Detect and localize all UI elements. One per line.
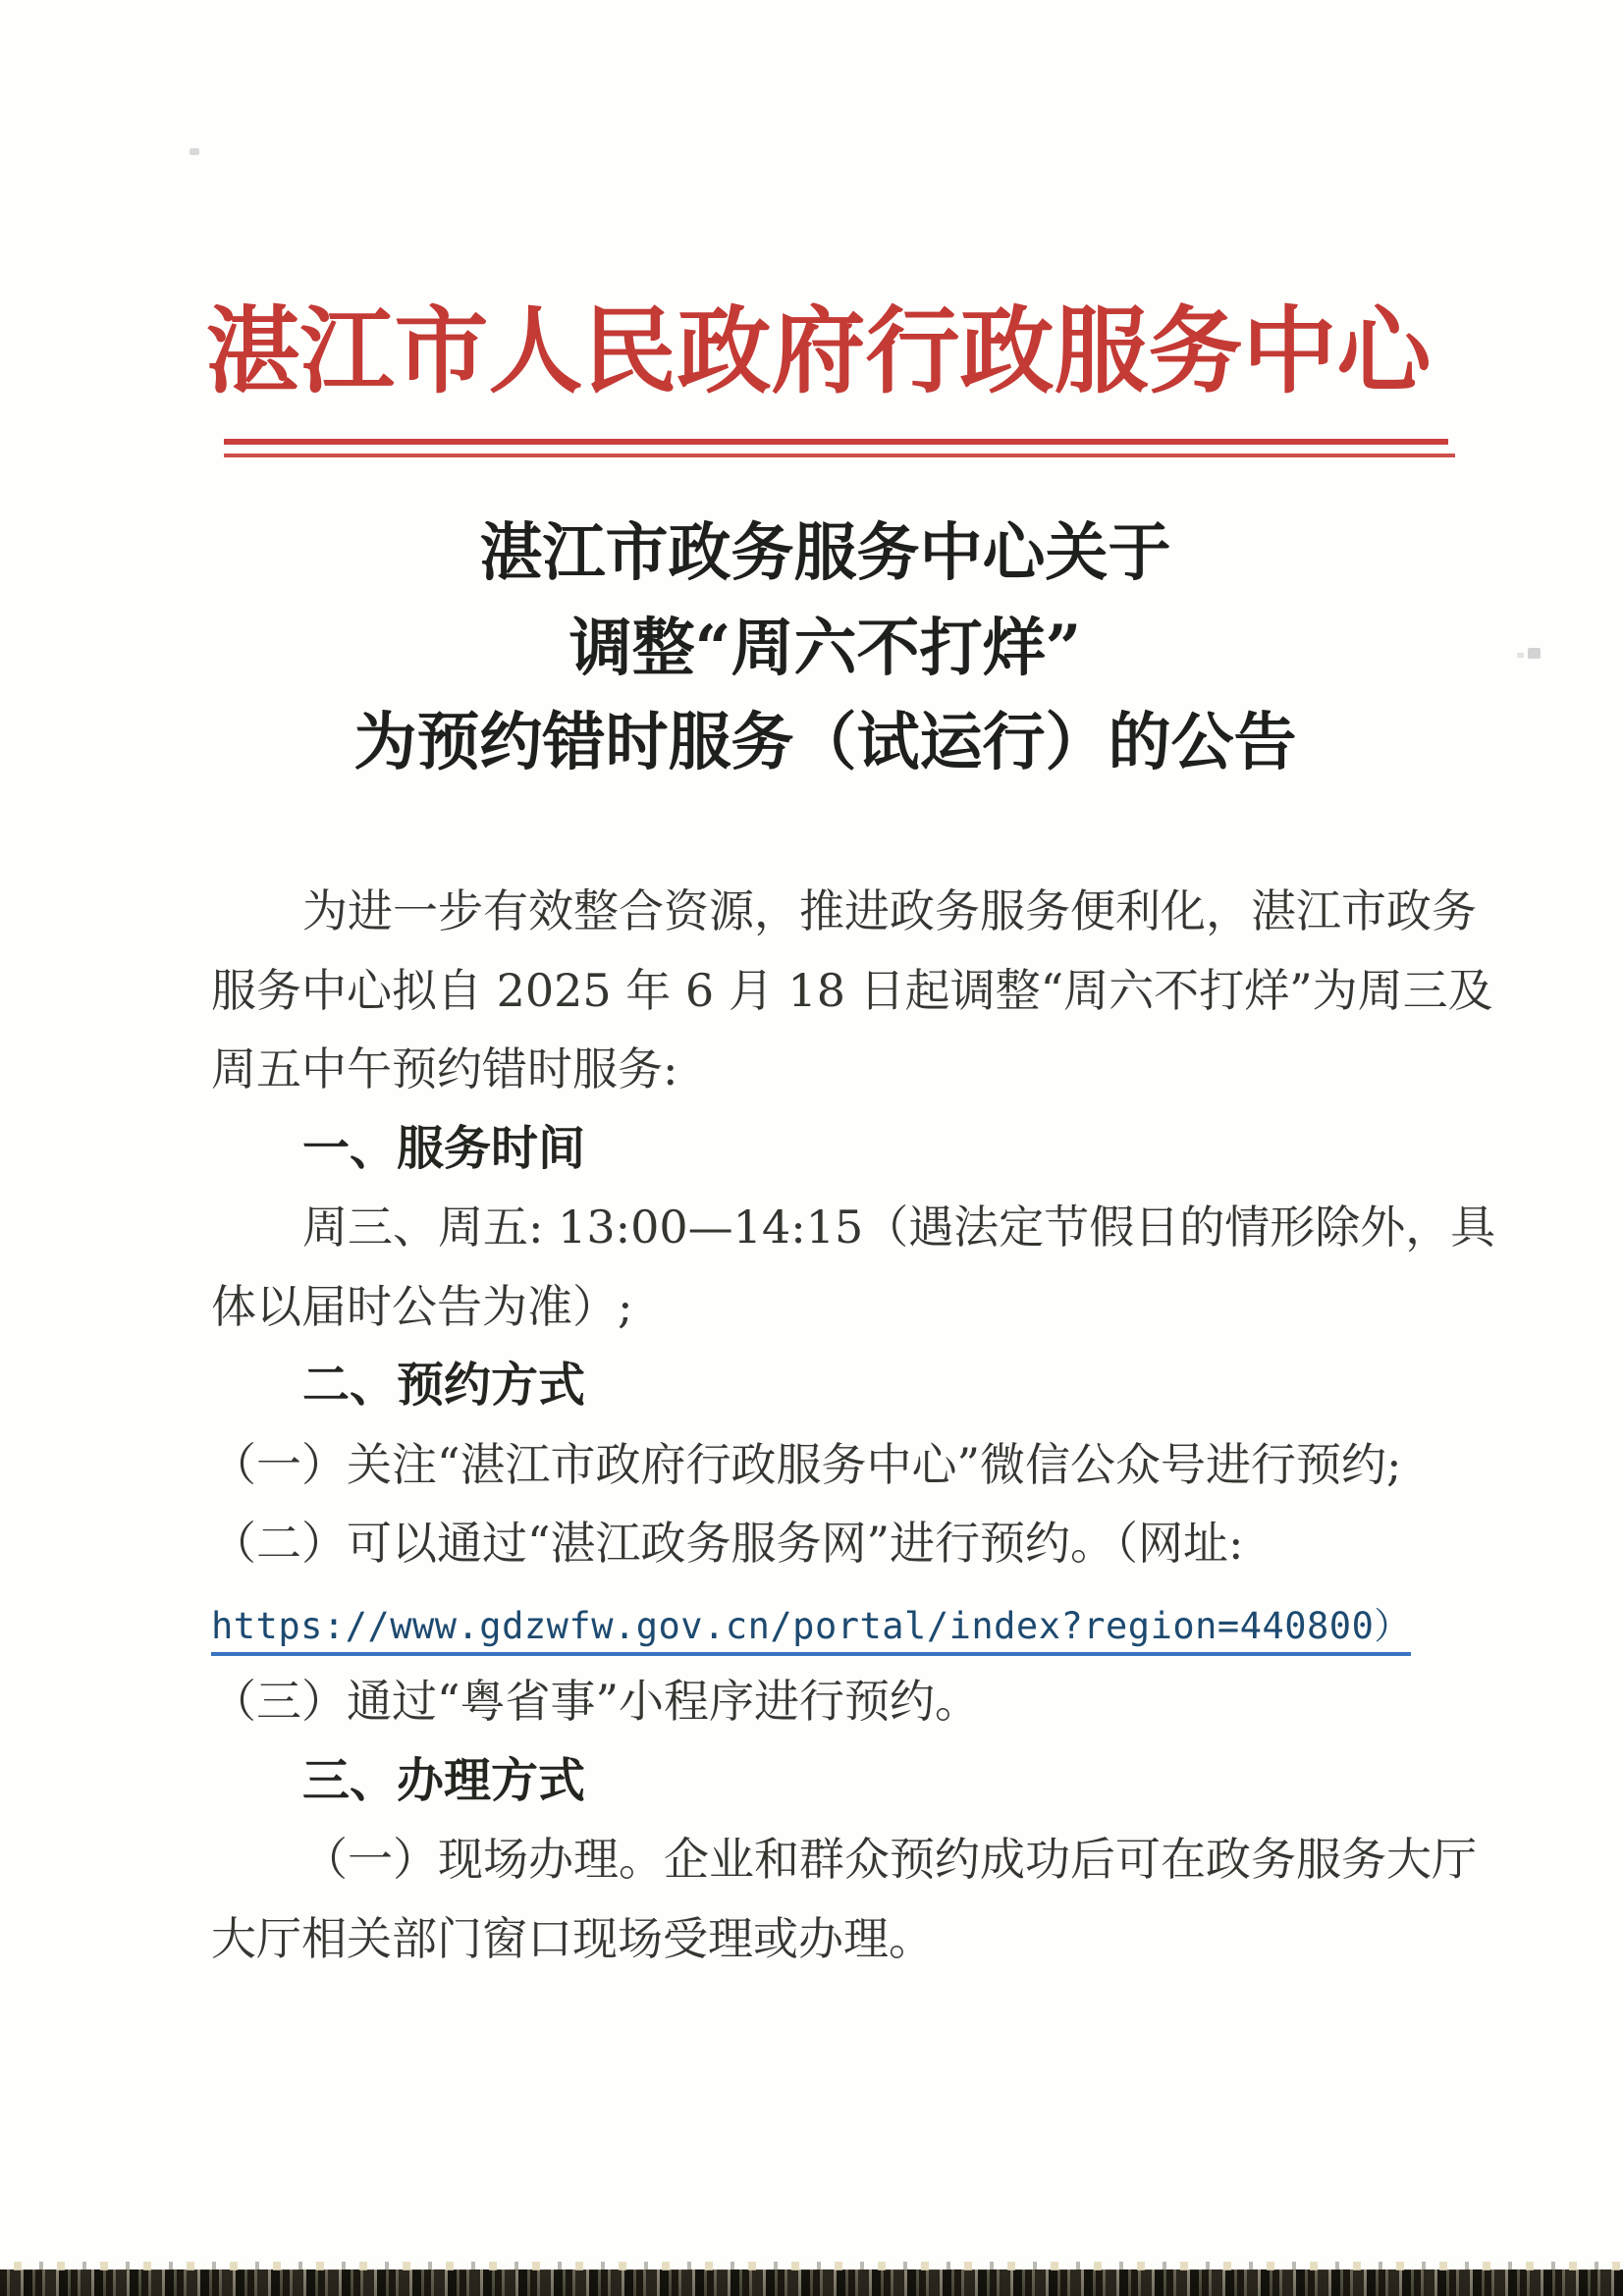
- paragraph-line: 周三、周五: 13:00—14:15（遇法定节假日的情形除外，具: [302, 1201, 1496, 1254]
- paragraph-line: （一）现场办理。企业和群众预约成功后可在政务服务大厅: [302, 1833, 1477, 1886]
- link-line: [211, 1583, 1505, 1663]
- section-heading-booking-methods: 二、预约方式: [302, 1358, 586, 1413]
- letterhead-rule-thick: [224, 439, 1448, 445]
- notice-body: [211, 872, 1505, 1978]
- service-portal-link[interactable]: https://www.gdzwfw.gov.cn/portal/index?region=440800）: [211, 1605, 1411, 1656]
- letterhead-rule-thin: [224, 454, 1455, 457]
- letterhead-title: 湛江市人民政府行政服务中心: [205, 295, 1432, 406]
- notice-title: [14, 507, 1623, 791]
- section-heading-handling-methods: 三、办理方式: [302, 1752, 586, 1808]
- paragraph-line: 服务中心拟自 2025 年 6 月 18 日起调整“周六不打烊”为周三及: [211, 963, 1493, 1017]
- notice-title-line: 为预约错时服务（试运行）的公告: [353, 706, 1297, 779]
- paragraph-line: （一）关注“湛江市政府行政服务中心”微信公众号进行预约;: [211, 1437, 1402, 1491]
- paragraph-line: 大厅相关部门窗口现场受理或办理。: [211, 1911, 934, 1965]
- notice-title-line: 调整“周六不打烊”: [568, 611, 1082, 685]
- scan-artifact-bottom: [0, 2269, 1623, 2296]
- paragraph-line: 为进一步有效整合资源，推进政务服务便利化，湛江市政务: [302, 884, 1477, 937]
- scan-speck: [189, 148, 199, 155]
- paragraph-line: 体以届时公告为准）;: [211, 1279, 633, 1333]
- paragraph-line: （二）可以通过“湛江政务服务网”进行预约。（网址:: [211, 1517, 1244, 1570]
- paragraph-line: （三）通过“粤省事”小程序进行预约。: [211, 1675, 981, 1728]
- section-heading-service-hours: 一、服务时间: [302, 1120, 586, 1176]
- paragraph-line: 周五中午预约错时服务:: [211, 1042, 678, 1095]
- notice-title-line: 湛江市政务服务中心关于: [479, 516, 1171, 590]
